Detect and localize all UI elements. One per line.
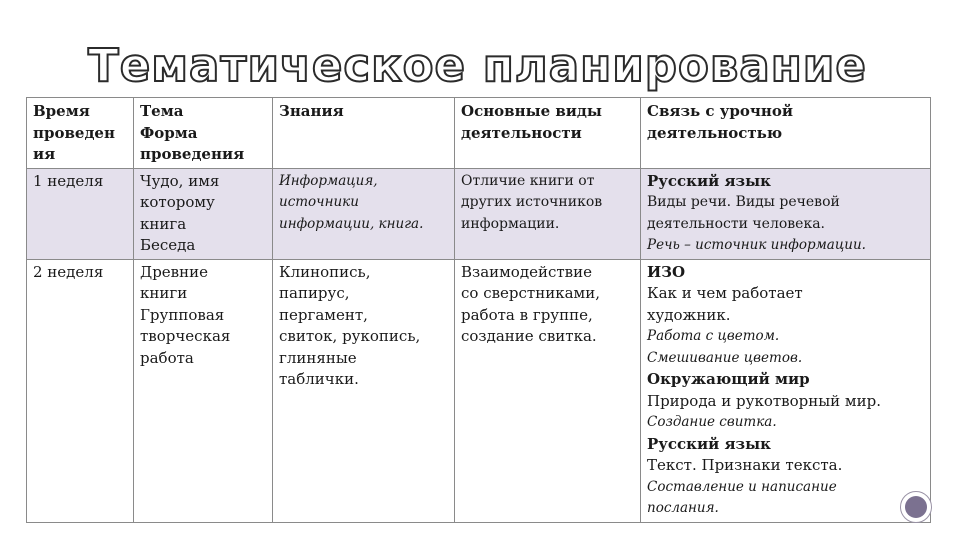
cell-time: 2 неделя [27,259,134,522]
header-time: Время проведен ия [27,98,134,169]
cell-time: 1 неделя [27,168,134,259]
cell-topic: Древние книги Групповая творческая работа [134,259,273,522]
cell-knowledge: Информация, источники информации, книга. [273,168,455,259]
page-title: Тематическое планирование [88,39,867,92]
table-row [27,259,931,522]
slide-nav-button[interactable] [900,491,932,523]
cell-links: ИЗО Как и чем работает художник. Работа с цветом. Смешивание цветов. Окружающий мир Природа и рукотворный мир. Создание свитка. Русский язык Текст. Признаки текста. Составление и написание послания. [641,259,931,522]
header-knowledge: Знания [273,98,455,169]
header-links: Связь с урочной деятельностью [641,98,931,169]
cell-activities: Отличие книги от других источников информации. [455,168,641,259]
cell-knowledge: Клинопись, папирус, пергамент, свиток, рукопись, глиняные таблички. [273,259,455,522]
table-header-row [27,98,931,169]
table-row [27,168,931,259]
cell-activities: Взаимодействие со сверстниками, работа в группе, создание свитка. [455,259,641,522]
header-activities: Основные виды деятельности [455,98,641,169]
cell-topic: Чудо, имя которому книга Беседа [134,168,273,259]
planning-table [26,97,931,523]
header-topic: Тема Форма проведения [134,98,273,169]
cell-links: Русский язык Виды речи. Виды речевой деятельности человека. Речь – источник информации. [641,168,931,259]
